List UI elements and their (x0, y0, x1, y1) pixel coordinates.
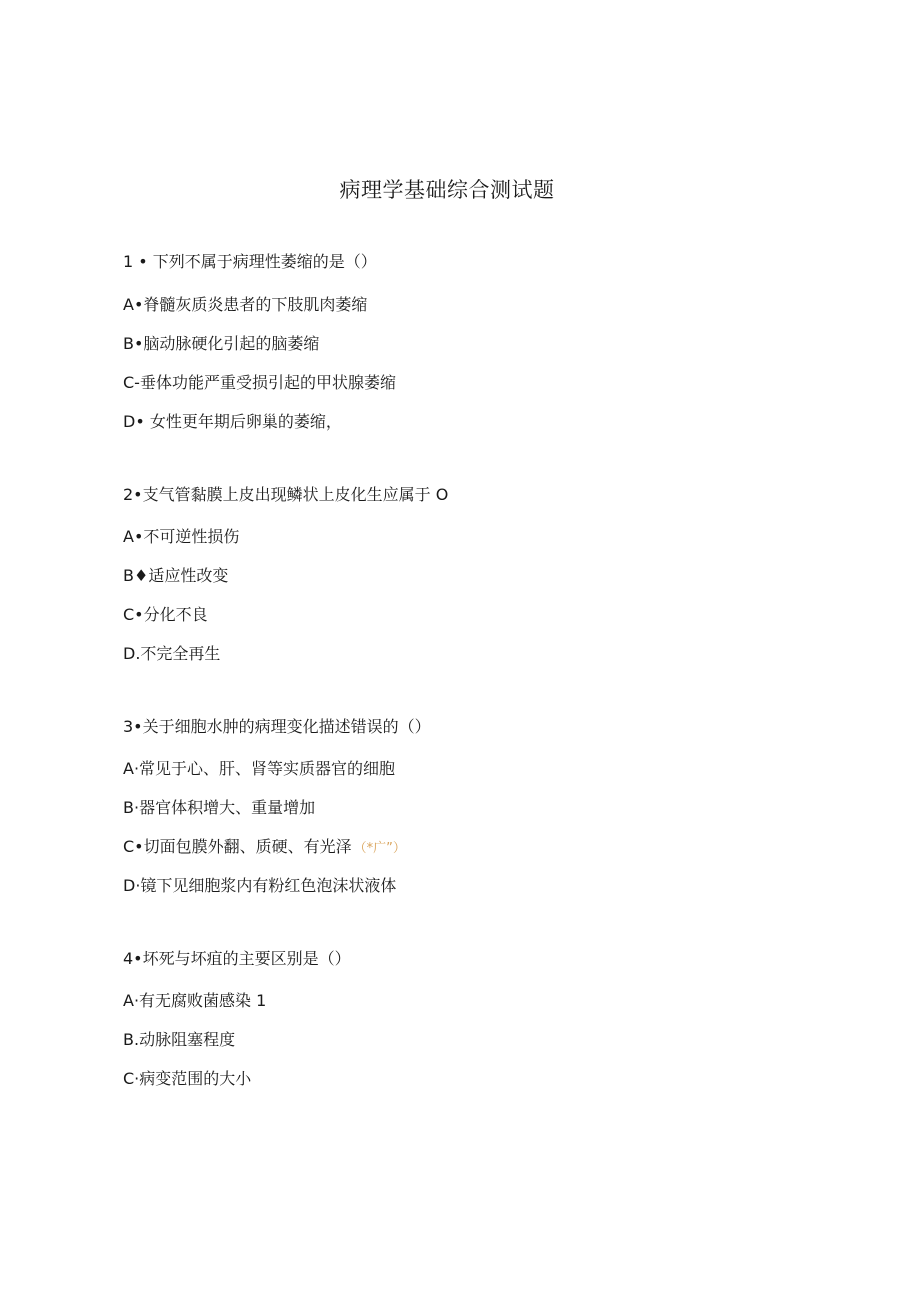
question-2-option-a: A•不可逆性损伤 (123, 527, 240, 546)
document-title: 病理学基础综合测试题 (339, 178, 555, 202)
question-4-option-c: C·病变范围的大小 (123, 1069, 252, 1088)
question-3-option-d: D·镜下见细胞浆内有粉红色泡沫状液体 (123, 876, 397, 895)
question-1-option-a: A•脊髓灰质炎患者的下肢肌肉萎缩 (123, 295, 368, 314)
question-3-option-a: A·常见于心、肝、肾等实质器官的细胞 (123, 759, 396, 778)
question-1-option-b: B•脑动脉硬化引起的脑萎缩 (123, 334, 320, 353)
question-4-option-a: A·有无腐败菌感染 1 (123, 991, 267, 1010)
question-2-option-c: C•分化不良 (123, 605, 208, 624)
question-2-stem: 2•支气管黏膜上皮出现鳞状上皮化生应属于 O (123, 485, 449, 504)
question-1-option-d: D• 女性更年期后卵巢的萎缩， (123, 412, 342, 431)
question-2-option-b: B♦适应性改变 (123, 566, 229, 585)
question-3-option-c (123, 836, 406, 860)
question-3-option-c-text: C•切面包膜外翻、质硬、有光泽 (123, 837, 352, 856)
question-1-option-c: C-垂体功能严重受损引起的甲状腺萎缩 (123, 373, 396, 392)
question-4-stem: 4•坏死与坏疽的主要区别是（） (123, 949, 351, 968)
question-3-stem: 3•关于细胞水肿的病理变化描述错误的（） (123, 717, 431, 736)
handwritten-note: （*广”） (353, 841, 406, 856)
question-2-option-d: D.不完全再生 (123, 644, 221, 663)
question-3-option-b: B·器官体积增大、重量增加 (123, 798, 316, 817)
question-4-option-b: B.动脉阻塞程度 (123, 1030, 236, 1049)
question-1-stem: 1 • 下列不属于病理性萎缩的是（） (123, 252, 377, 271)
